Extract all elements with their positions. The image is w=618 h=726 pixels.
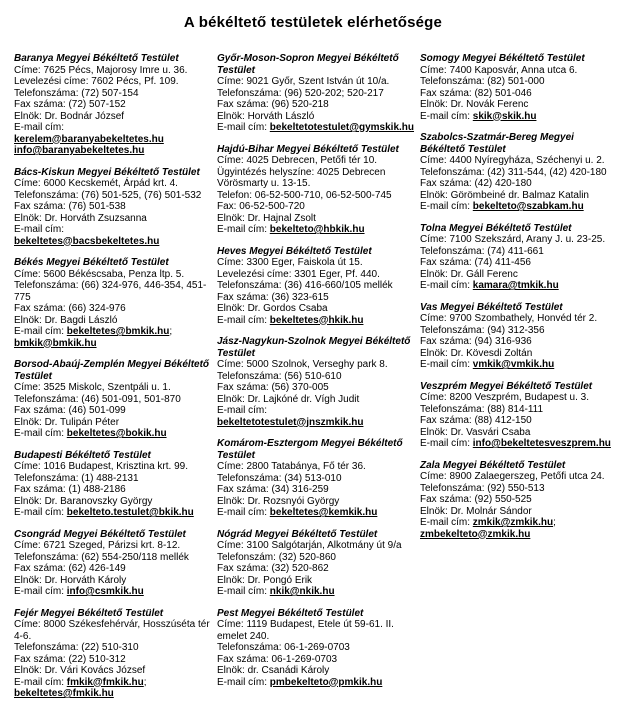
email-label: E-mail cím: xyxy=(14,224,64,235)
board-detail-line: Levelezési címe: 7602 Pécs, Pf. 109. xyxy=(14,76,179,87)
board-detail-line: Elnök: Dr. Baranovszky György xyxy=(14,495,153,507)
board-entry xyxy=(420,381,617,450)
column-2 xyxy=(217,53,414,698)
board-entry xyxy=(217,608,414,689)
board-email-line xyxy=(14,586,211,598)
email-label: E-mail cím: xyxy=(420,280,473,291)
board-entry xyxy=(14,359,211,440)
email-link[interactable]: vmkik@vmkik.hu xyxy=(472,359,555,370)
board-detail-line: Elnök: Dr. Gordos Csaba xyxy=(217,303,328,314)
board-name: Csongrád Megyei Békéltető Testület xyxy=(14,528,186,540)
board-detail-line: Fax száma: (76) 501-538 xyxy=(14,201,126,212)
board-detail-line: Fax: 06-52-500-720 xyxy=(217,201,305,212)
email-label: E-mail cím: xyxy=(217,507,270,518)
board-detail-line: Elnök: Dr. Vári Kovács József xyxy=(14,665,146,676)
board-detail-line: Fax száma: (62) 426-149 xyxy=(14,563,126,574)
board-entry xyxy=(217,144,414,236)
board-detail-line: Címe: 1119 Budapest, Etele út 59-61. II. emelet 240. xyxy=(217,619,394,642)
board-detail-line: Fax száma: (92) 550-525 xyxy=(420,494,532,505)
board-email-line xyxy=(14,326,211,349)
email-link[interactable]: kerelem@baranyabekeltetes.hu xyxy=(14,133,164,145)
board-detail-line: Címe: 2800 Tatabánya, Fő tér 36. xyxy=(217,461,366,472)
board-detail-line: Elnök: Dr. Hajnal Zsolt xyxy=(217,212,316,224)
columns-container xyxy=(14,53,612,710)
email-label: E-mail cím: xyxy=(14,326,67,337)
board-detail-line: Telefonszáma: (76) 501-525, (76) 501-532 xyxy=(14,189,202,201)
email-link[interactable]: bekeltetotestulet@gymskik.hu xyxy=(269,122,415,133)
board-detail-line: Fax száma: (82) 501-046 xyxy=(420,87,532,99)
board-detail-line: Címe: 4400 Nyíregyháza, Széchenyi u. 2. xyxy=(420,155,605,166)
board-name: Pest Megyei Békéltető Testület xyxy=(217,607,364,619)
board-detail-line: Ügyintézés helyszíne: 4025 Debrecen Vörösmarty u. 13-15. xyxy=(217,166,386,189)
board-detail-line: Telefonszám: (32) 520-860 xyxy=(217,551,336,563)
board-name: Jász-Nagykun-Szolnok Megyei Békéltető Testület xyxy=(217,336,411,359)
board-detail-line: Telefonszáma: (72) 507-154 xyxy=(14,87,139,99)
board-detail-line: Fax száma: (56) 370-005 xyxy=(217,382,329,393)
email-label: E-mail cím: xyxy=(217,676,270,688)
board-email-line xyxy=(217,586,414,598)
board-email-line xyxy=(420,280,617,292)
board-email-line xyxy=(420,359,617,371)
board-detail-line: Telefonszáma: (42) 311-544, (42) 420-180 xyxy=(420,166,607,178)
board-detail-line: Fax száma: (1) 488-2186 xyxy=(14,484,126,495)
board-entry xyxy=(420,132,617,213)
email-link[interactable]: info@csmkik.hu xyxy=(66,586,144,597)
email-link[interactable]: bekeltetes@hkik.hu xyxy=(269,314,364,326)
board-entry xyxy=(14,53,211,157)
board-detail-line: Fax száma: (46) 501-099 xyxy=(14,405,126,416)
email-link[interactable]: zmkik@zmkik.hu xyxy=(472,517,554,528)
email-link[interactable]: bmkik@bmkik.hu xyxy=(14,337,97,349)
board-detail-line: Elnök: Horváth László xyxy=(217,110,315,122)
board-entry xyxy=(217,336,414,428)
board-detail-line: Telefonszáma: (74) 411-661 xyxy=(420,245,544,257)
board-name: Szabolcs-Szatmár-Bereg Megyei Békéltető Testület xyxy=(420,132,574,155)
email-link[interactable]: fmkik@fmkik.hu xyxy=(66,676,144,688)
board-detail-line: Fax száma: (72) 507-152 xyxy=(14,99,126,110)
board-detail-line: Levelezési címe: 3301 Eger, Pf. 440. xyxy=(217,268,380,280)
board-detail-line: Elnök: Dr. Horváth Károly xyxy=(14,574,127,586)
board-email-line xyxy=(14,677,211,700)
board-detail-line: Elnök: Görömbeiné dr. Balmaz Katalin xyxy=(420,189,589,201)
board-email-line xyxy=(217,315,414,327)
board-detail-line: Címe: 3525 Miskolc, Szentpáli u. 1. xyxy=(14,382,171,393)
board-entry xyxy=(420,223,617,292)
email-label: E-mail cím: xyxy=(217,224,270,235)
email-link[interactable]: bekeltetes@bacsbekeltetes.hu xyxy=(14,235,160,247)
board-detail-line: Elnök: dr. Csanádi Károly xyxy=(217,665,330,676)
board-detail-line: Elnök: Dr. Pongó Erik xyxy=(217,574,313,586)
board-detail-line: Elnök: Dr. Novák Ferenc xyxy=(420,99,529,110)
board-detail-line: Telefonszáma: (96) 520-202; 520-217 xyxy=(217,87,384,99)
board-detail-line: Címe: 7400 Kaposvár, Anna utca 6. xyxy=(420,64,578,76)
board-detail-line: Telefonszáma: (1) 488-2131 xyxy=(14,472,139,484)
board-email-line xyxy=(14,428,211,440)
board-email-line xyxy=(217,507,414,519)
board-detail-line: Fax száma: (36) 323-615 xyxy=(217,291,329,303)
board-detail-line: Telefonszáma: (34) 513-010 xyxy=(217,472,342,484)
board-detail-line: Címe: 7100 Szekszárd, Arany J. u. 23-25. xyxy=(420,234,606,245)
email-link[interactable]: bekelteto@szabkam.hu xyxy=(472,201,584,212)
email-separator: ; xyxy=(143,676,147,688)
email-link[interactable]: bekelteto.testulet@bkik.hu xyxy=(66,507,194,518)
email-label: E-mail cím: xyxy=(420,359,473,370)
board-detail-line: Fax száma: (32) 520-862 xyxy=(217,563,329,574)
board-detail-line: Elnök: Dr. Tulipán Péter xyxy=(14,416,120,428)
board-email-line xyxy=(217,122,414,134)
board-entry xyxy=(420,53,617,122)
email-label: E-mail cím: xyxy=(420,201,473,212)
board-detail-line: Telefonszáma: (88) 814-111 xyxy=(420,403,544,415)
board-name: Heves Megyei Békéltető Testület xyxy=(217,245,372,257)
email-link[interactable]: skik@skik.hu xyxy=(472,110,537,122)
email-separator: ; xyxy=(169,326,173,337)
board-name: Békés Megyei Békéltető Testület xyxy=(14,257,169,268)
board-detail-line: Címe: 8000 Székesfehérvár, Hosszúséta tér 4-6. xyxy=(14,619,210,642)
board-entry xyxy=(217,246,414,327)
board-detail-line: Telefonszáma: (56) 510-610 xyxy=(217,370,342,382)
email-label: E-mail cím: xyxy=(217,405,267,416)
column-1 xyxy=(14,53,211,710)
board-email-line xyxy=(14,224,211,247)
board-detail-line: Telefonszáma: 06-1-269-0703 xyxy=(217,642,350,653)
board-entry xyxy=(14,167,211,248)
board-detail-line: Elnök: Dr. Molnár Sándor xyxy=(420,505,532,517)
email-label: E-mail cím: xyxy=(420,438,473,449)
board-detail-line: Fax száma: (34) 316-259 xyxy=(217,484,329,495)
email-label: E-mail cím: xyxy=(420,517,473,528)
board-detail-line: Címe: 3300 Eger, Faiskola út 15. xyxy=(217,257,363,268)
board-detail-line: Telefonszáma: (66) 324-976, 446-354, 451-775 xyxy=(14,280,207,303)
board-detail-line: Fax száma: (94) 316-936 xyxy=(420,336,532,347)
email-link[interactable]: bekeltetes@bmkik.hu xyxy=(66,326,170,337)
board-detail-line: Fax száma: (88) 412-150 xyxy=(420,415,532,426)
board-detail-line: Elnök: Dr. Bodnár József xyxy=(14,110,125,122)
board-detail-line: Elnök: Dr. Lajkóné dr. Vígh Judit xyxy=(217,393,360,405)
board-detail-line: Fax száma: (42) 420-180 xyxy=(420,178,532,189)
board-detail-line: Telefonszáma: (62) 554-250/118 mellék xyxy=(14,551,189,563)
board-name: Veszprém Megyei Békéltető Testület xyxy=(420,380,593,392)
board-detail-line: Fax száma: (74) 411-456 xyxy=(420,257,531,268)
email-link[interactable]: info@bekeltetesveszprem.hu xyxy=(472,438,611,449)
email-link[interactable]: info@baranyabekeltetes.hu xyxy=(14,145,145,156)
email-link[interactable]: pmbekelteto@pmkik.hu xyxy=(269,676,383,688)
board-email-line xyxy=(14,507,211,519)
board-email-line xyxy=(420,517,617,540)
board-name: Baranya Megyei Békéltető Testület xyxy=(14,53,179,64)
board-detail-line: Telefonszáma: (22) 510-310 xyxy=(14,642,139,653)
email-label: E-mail cím: xyxy=(14,122,64,133)
board-detail-line: Elnök: Dr. Vasvári Csaba xyxy=(420,426,531,438)
board-name: Zala Megyei Békéltető Testület xyxy=(420,459,566,471)
board-detail-line: Telefonszáma: (92) 550-513 xyxy=(420,482,545,494)
board-detail-line: Elnök: Dr. Gáll Ferenc xyxy=(420,268,518,280)
email-label: E-mail cím: xyxy=(14,586,67,597)
board-detail-line: Elnök: Dr. Kövesdi Zoltán xyxy=(420,347,533,359)
board-detail-line: Címe: 6721 Szeged, Párizsi krt. 8-12. xyxy=(14,540,181,551)
email-link[interactable]: zmbekelteto@zmkik.hu xyxy=(420,528,531,540)
board-name: Nógrád Megyei Békéltető Testület xyxy=(217,528,378,540)
board-detail-line: Elnök: Dr. Bagdi László xyxy=(14,314,118,326)
board-detail-line: Fax száma: (96) 520-218 xyxy=(217,99,329,110)
email-separator: ; xyxy=(553,517,556,528)
email-label: E-mail cím: xyxy=(14,428,67,439)
email-label: E-mail cím: xyxy=(217,122,270,133)
board-detail-line: Telefonszáma: (82) 501-000 xyxy=(420,76,545,87)
email-label: E-mail cím: xyxy=(14,676,67,688)
board-name: Vas Megyei Békéltető Testület xyxy=(420,301,563,313)
board-detail-line: Címe: 5000 Szolnok, Verseghy park 8. xyxy=(217,359,388,370)
board-entry xyxy=(217,53,414,134)
board-email-line xyxy=(217,677,414,689)
board-detail-line: Címe: 5600 Békéscsaba, Penza ltp. 5. xyxy=(14,268,185,280)
column-3 xyxy=(420,53,617,550)
board-detail-line: Címe: 9021 Győr, Szent István út 10/a. xyxy=(217,76,390,87)
board-detail-line: Telefonszáma: (46) 501-091, 501-870 xyxy=(14,393,181,405)
board-detail-line: Fax száma: (22) 510-312 xyxy=(14,653,126,665)
board-detail-line: Elnök: Dr. Horváth Zsuzsanna xyxy=(14,212,147,224)
board-entry xyxy=(420,302,617,371)
board-detail-line: Címe: 1016 Budapest, Krisztina krt. 99. xyxy=(14,461,188,472)
board-name: Győr-Moson-Sopron Megyei Békéltető Testület xyxy=(217,53,399,76)
board-entry xyxy=(14,529,211,598)
board-name: Bács-Kiskun Megyei Békéltető Testület xyxy=(14,166,200,178)
board-name: Somogy Megyei Békéltető Testület xyxy=(420,53,585,64)
email-link[interactable]: kamara@tmkik.hu xyxy=(472,280,559,291)
board-detail-line: Címe: 4025 Debrecen, Petőfi tér 10. xyxy=(217,155,378,166)
board-detail-line: Címe: 7625 Pécs, Majorosy Imre u. 36. xyxy=(14,64,188,76)
board-name: Komárom-Esztergom Megyei Békéltető Testület xyxy=(217,438,403,461)
board-name: Borsod-Abaúj-Zemplén Megyei Békéltető Testület xyxy=(14,359,210,382)
board-entry xyxy=(217,438,414,519)
board-entry xyxy=(14,608,211,700)
email-label: E-mail cím: xyxy=(420,110,473,122)
board-detail-line: Címe: 9700 Szombathely, Honvéd tér 2. xyxy=(420,313,598,324)
board-detail-line: Telefonszáma: (36) 416-660/105 mellék xyxy=(217,280,393,291)
email-link[interactable]: nkik@nkik.hu xyxy=(269,586,335,597)
email-link[interactable]: bekeltetes@bokik.hu xyxy=(66,428,167,439)
board-detail-line: Címe: 6000 Kecskemét, Árpád krt. 4. xyxy=(14,178,178,189)
board-email-line xyxy=(420,201,617,213)
board-detail-line: Címe: 8900 Zalaegerszeg, Petőfi utca 24. xyxy=(420,471,605,482)
board-email-line xyxy=(420,438,617,450)
board-name: Fejér Megyei Békéltető Testület xyxy=(14,607,164,619)
email-link[interactable]: bekeltetotestulet@jnszmkik.hu xyxy=(217,416,364,428)
email-link[interactable]: bekeltetes@fmkik.hu xyxy=(14,688,114,699)
email-label: E-mail cím: xyxy=(217,586,270,597)
board-entry xyxy=(14,257,211,349)
email-link[interactable]: bekeltetes@kemkik.hu xyxy=(269,507,378,518)
board-detail-line: Elnök: Dr. Rozsnyói György xyxy=(217,495,340,507)
board-email-line xyxy=(217,224,414,236)
board-email-line xyxy=(420,111,617,123)
board-detail-line: Fax száma: 06-1-269-0703 xyxy=(217,653,338,665)
email-label: E-mail cím: xyxy=(217,314,270,326)
board-detail-line: Fax száma: (66) 324-976 xyxy=(14,303,126,314)
board-detail-line: Telefon: 06-52-500-710, 06-52-500-745 xyxy=(217,189,392,201)
board-name: Tolna Megyei Békéltető Testület xyxy=(420,222,572,234)
board-email-line xyxy=(14,122,211,157)
email-label: E-mail cím: xyxy=(14,507,67,518)
board-detail-line: Címe: 8200 Veszprém, Budapest u. 3. xyxy=(420,392,589,403)
board-name: Budapesti Békéltető Testület xyxy=(14,449,151,461)
board-entry xyxy=(217,529,414,598)
board-entry xyxy=(420,460,617,541)
board-email-line xyxy=(217,405,414,428)
email-link[interactable]: bekelteto@hbkik.hu xyxy=(269,224,365,235)
board-detail-line: Címe: 3100 Salgótarján, Alkotmány út 9/a xyxy=(217,540,402,551)
page-title: A békéltető testületek elérhetősége xyxy=(183,14,443,31)
board-detail-line: Telefonszáma: (94) 312-356 xyxy=(420,324,545,336)
board-name: Hajdú-Bihar Megyei Békéltető Testület xyxy=(217,143,399,155)
board-entry xyxy=(14,450,211,519)
